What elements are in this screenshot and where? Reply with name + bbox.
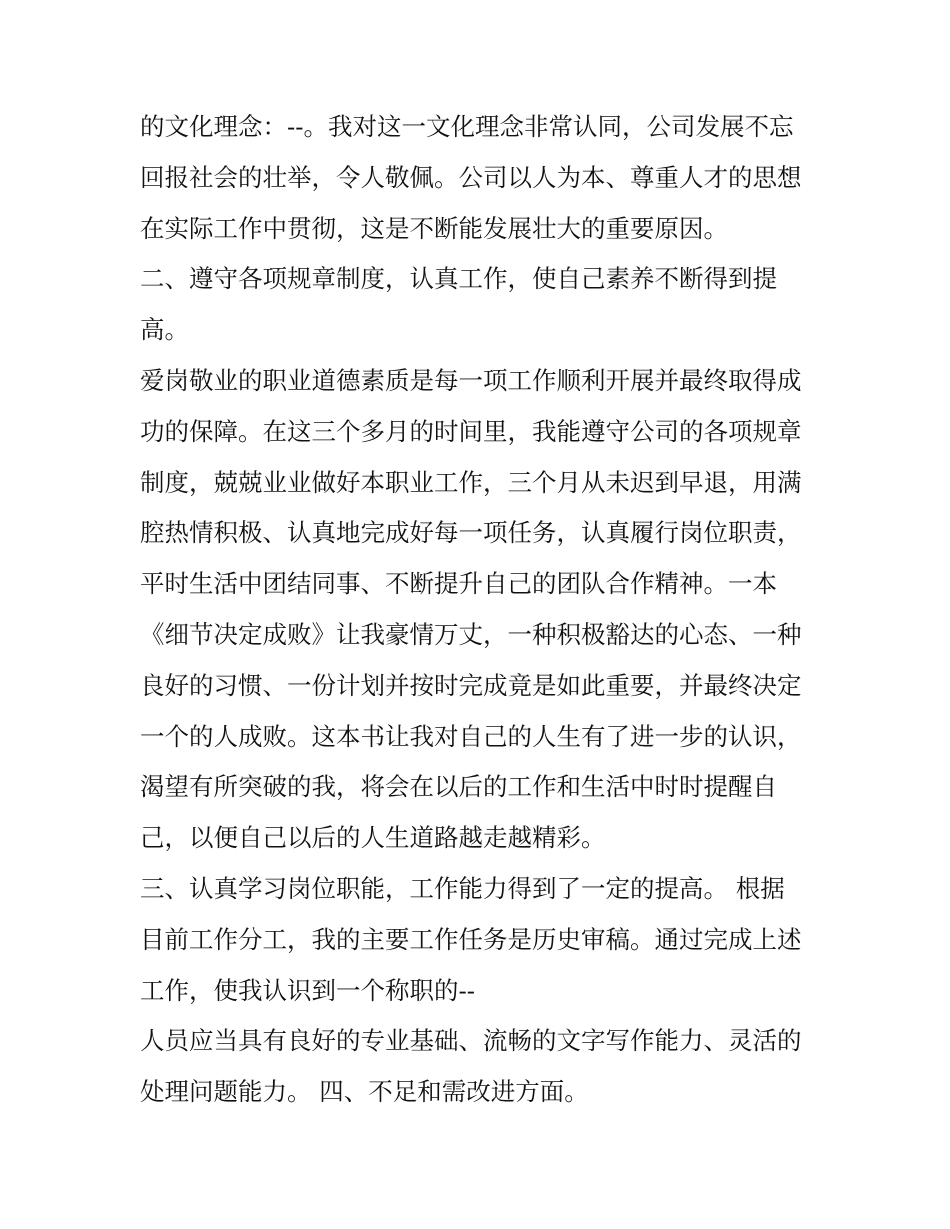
text-line: 工作，使我认识到一个称职的--	[140, 975, 476, 1005]
text-line: 爱岗敬业的职业道德素质是每一项工作顺利开展并最终取得成	[140, 365, 802, 395]
text-line: 的文化理念：--。我对这一文化理念非常认同，公司发展不忘	[140, 112, 794, 141]
text-line: 处理问题能力。 四、不足和需改进方面。	[140, 1077, 589, 1107]
text-line: 腔热情积极、认真地完成好每一项任务，认真履行岗位职责，	[140, 518, 802, 548]
text-line: 渴望有所突破的我，将会在以后的工作和生活中时时提醒自	[140, 772, 777, 802]
text-line: 制度，兢兢业业做好本职业工作，三个月从未迟到早退，用满	[140, 467, 802, 497]
text-line: 《细节决定成败》让我豪情万丈，一种积极豁达的心态、一种	[140, 619, 802, 649]
text-line: 平时生活中团结同事、不断提升自己的团队合作精神。一本	[140, 569, 777, 599]
text-line: 功的保障。在这三个多月的时间里，我能遵守公司的各项规章	[140, 416, 802, 446]
text-line: 己，以便自己以后的人生道路越走越精彩。	[140, 823, 606, 853]
section-heading-line: 高。	[140, 315, 189, 345]
section-heading-line: 三、认真学习岗位职能，工作能力得到了一定的提高。 根据	[140, 873, 785, 903]
document-body	[140, 102, 820, 1118]
section-heading-line: 二、遵守各项规章制度，认真工作，使自己素养不断得到提	[140, 264, 777, 294]
text-line: 目前工作分工，我的主要工作任务是历史审稿。通过完成上述	[140, 924, 802, 954]
text-line: 回报社会的壮举，令人敬佩。公司以人为本、尊重人才的思想	[140, 162, 802, 192]
text-line: 人员应当具有良好的专业基础、流畅的文字写作能力、灵活的	[140, 1026, 802, 1056]
text-line: 一个的人成败。这本书让我对自己的人生有了进一步的认识，	[140, 721, 802, 751]
text-line: 在实际工作中贯彻，这是不断能发展壮大的重要原因。	[140, 213, 728, 243]
text-line: 良好的习惯、一份计划并按时完成竟是如此重要，并最终决定	[140, 670, 802, 700]
